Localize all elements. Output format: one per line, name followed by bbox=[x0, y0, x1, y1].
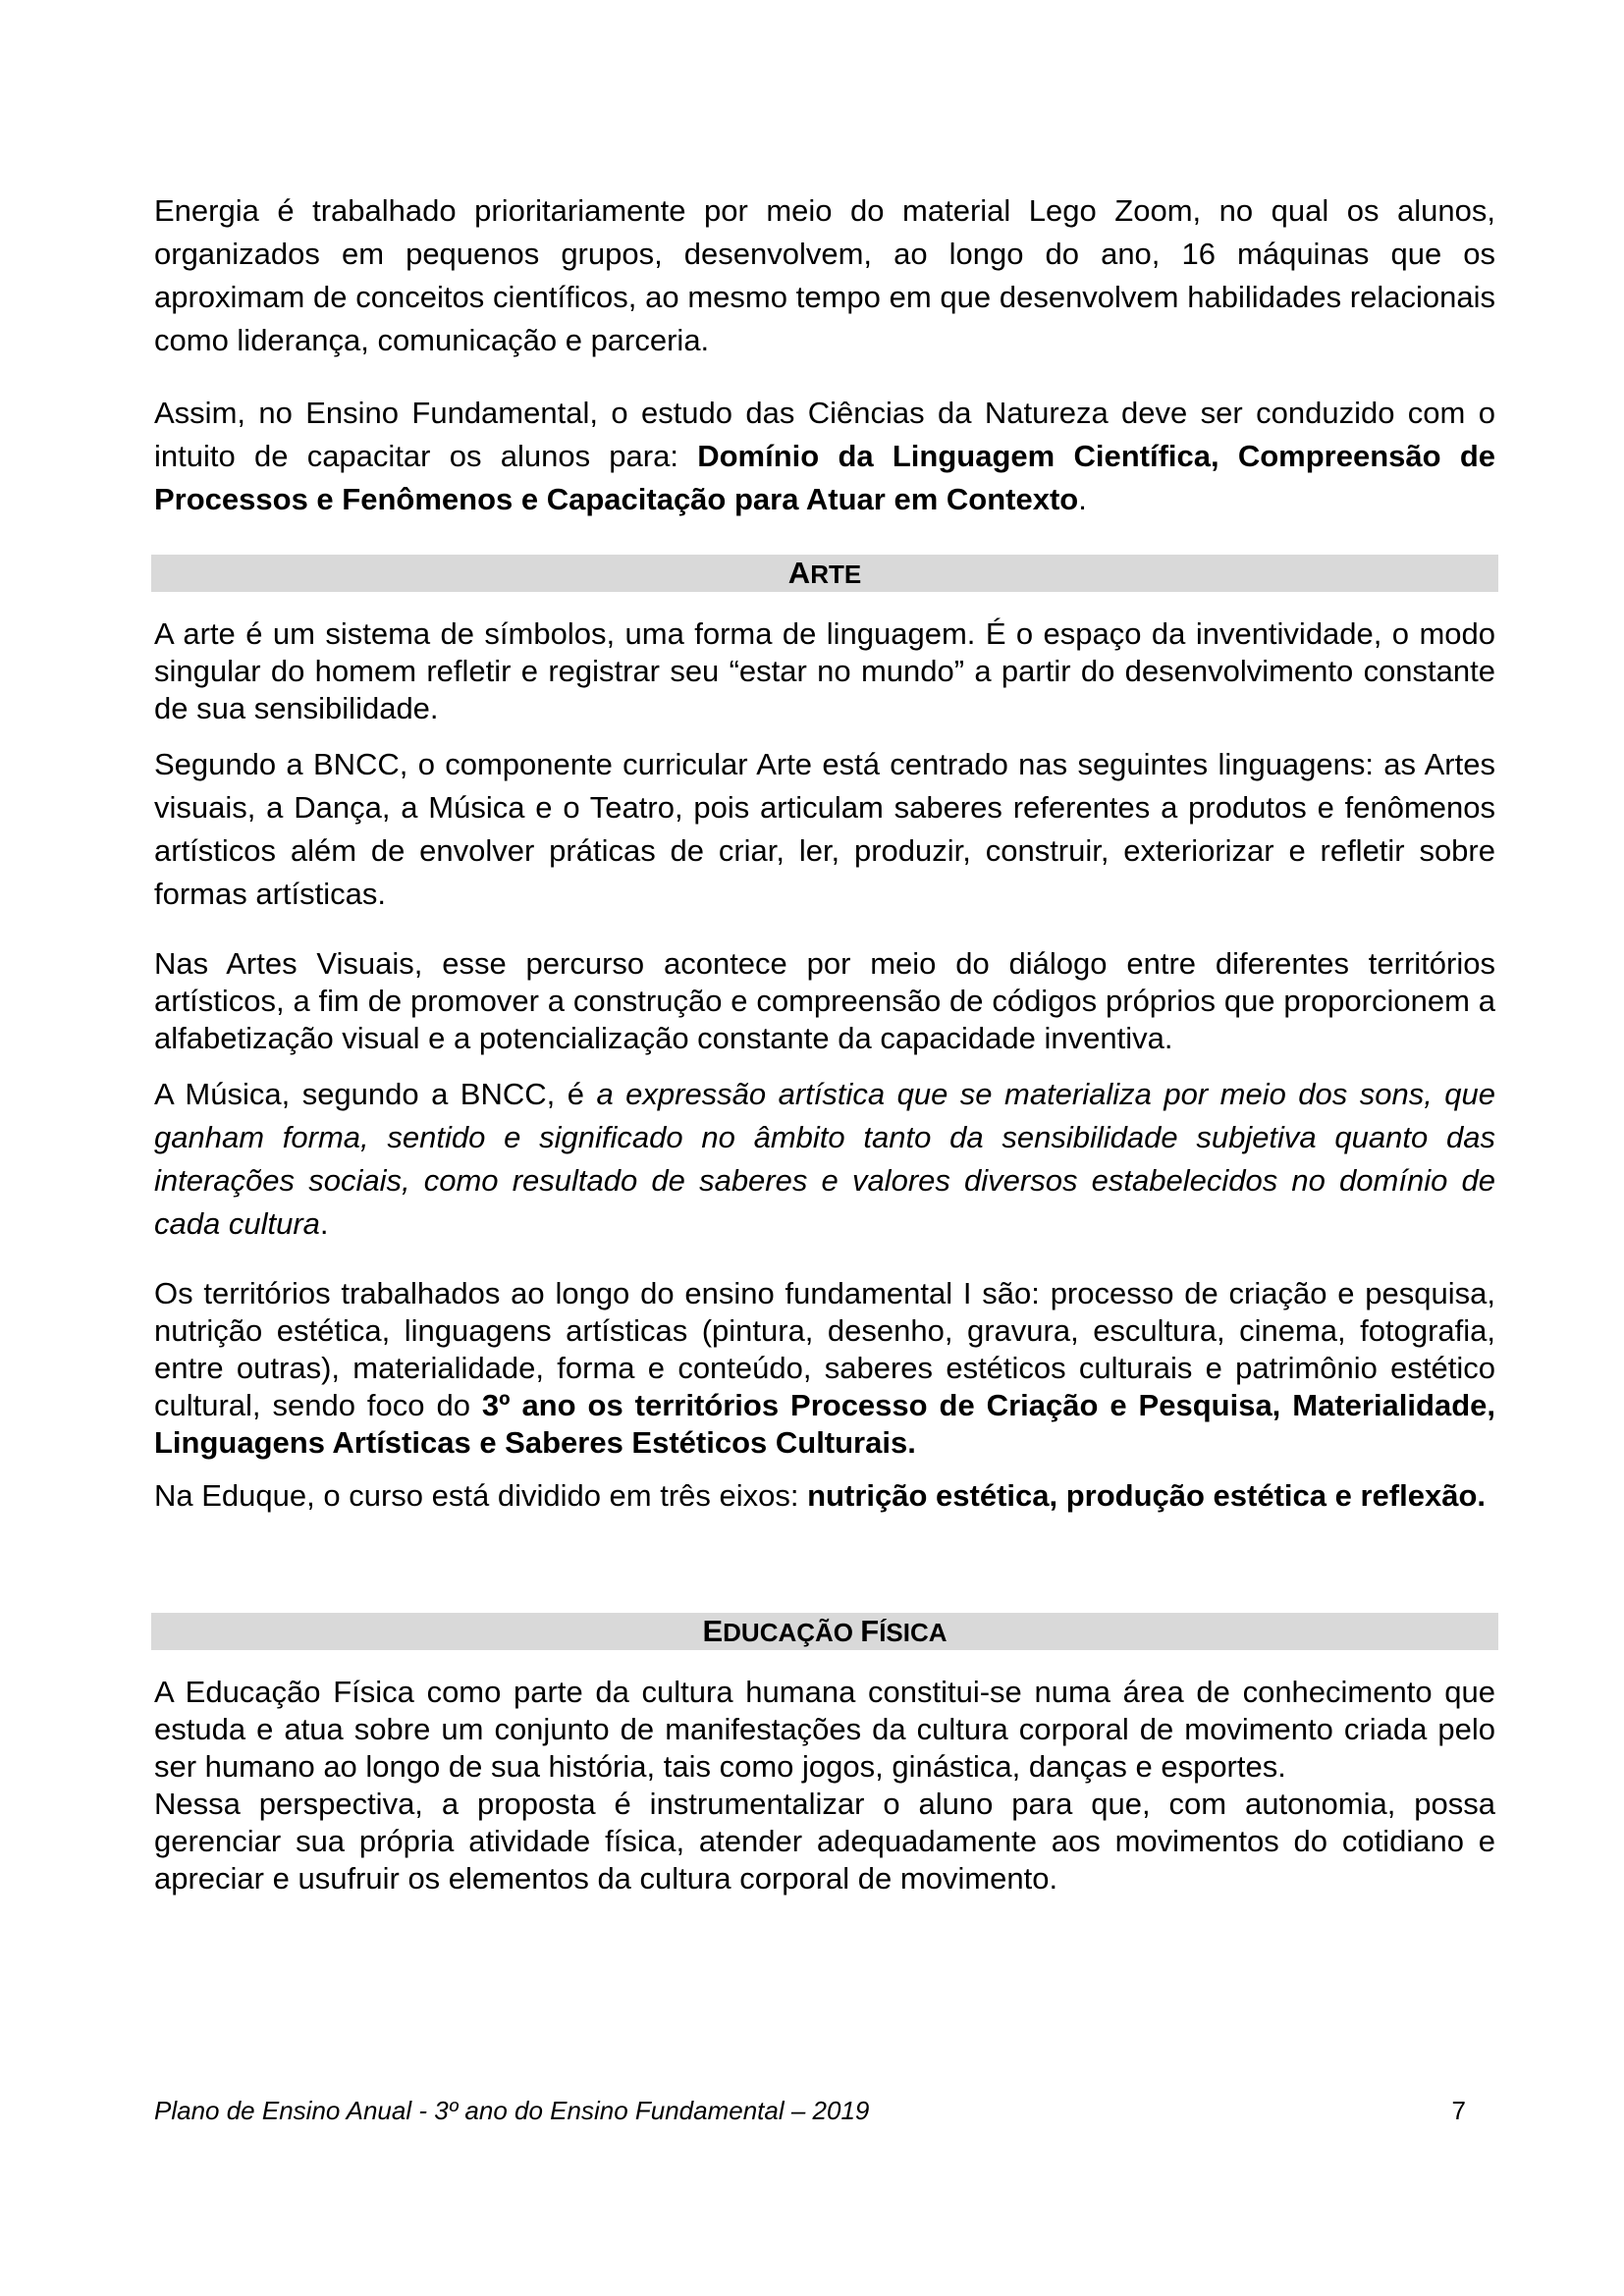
heading-ef-initial-2: F bbox=[860, 1614, 880, 1648]
intro-p2-end: . bbox=[1078, 482, 1087, 516]
intro-p2-bold: Domínio da Linguagem Científica, Compreensão de Processos e Fenômenos e Capacitação para Atuar em Contexto bbox=[154, 439, 1495, 516]
page-number: 7 bbox=[1451, 2096, 1466, 2125]
arte-p5-text: Os territórios trabalhados ao longo do ensino fundamental I são: processo de criação e pesquisa, nutrição estética, linguagens artísticas (pintura, desenho, gravura, escultura, cinema, fotografia, entre outras), materialidade, forma e conteúdo, saberes estéticos culturais e patrimônio estético cultural, sendo foco do bbox=[154, 1276, 1495, 1422]
page-footer bbox=[154, 2091, 1466, 2130]
arte-p4-end: . bbox=[319, 1206, 329, 1241]
arte-p6-bold: nutrição estética, produção estética e reflexão. bbox=[807, 1478, 1486, 1513]
heading-ef-initial-1: E bbox=[702, 1614, 724, 1648]
ef-paragraph-2: Nessa perspectiva, a proposta é instrumentalizar o aluno para que, com autonomia, possa gerenciar sua própria atividade física, atender adequadamente aos movimentos do cotidiano e apreciar e usufruir os elementos da cultura corporal de movimento. bbox=[154, 1787, 1495, 1896]
arte-p4-quote: a expressão artística que se materializa por meio dos sons, que ganham forma, sentido e significado no âmbito tanto da sensibilidade subjetiva quanto das interações sociais, como resultado de saberes e valores diversos estabelecidos no domínio de cada cultura bbox=[154, 1077, 1496, 1241]
heading-ef-rest-1: DUCAÇÃO bbox=[723, 1618, 854, 1647]
heading-arte-initial: A bbox=[787, 556, 811, 590]
arte-paragraph-4 bbox=[154, 1073, 1495, 1246]
arte-paragraph-1: A arte é um sistema de símbolos, uma forma de linguagem. É o espaço da inventividade, o modo singular do homem refletir e registrar seu “estar no mundo” a partir do desenvolvimento constante de sua sensibilidade. bbox=[154, 616, 1495, 725]
arte-paragraph-3: Nas Artes Visuais, esse percurso acontece por meio do diálogo entre diferentes territórios artísticos, a fim de promover a construção e compreensão de códigos próprios que proporcionem a alfabetização visual e a potencialização constante da capacidade inventiva. bbox=[154, 946, 1495, 1055]
arte-p6-text: Na Eduque, o curso está dividido em três eixos: bbox=[154, 1478, 808, 1513]
intro-p2-text: Assim, no Ensino Fundamental, o estudo das Ciências da Natureza deve ser conduzido com o intuito de capacitar os alunos para: bbox=[154, 396, 1495, 473]
arte-p5-bold: 3º ano os territórios Processo de Criação e Pesquisa, Materialidade, Linguagens Artísticas e Saberes Estéticos Culturais. bbox=[154, 1388, 1495, 1460]
section-heading-educacao-fisica bbox=[151, 1613, 1498, 1650]
heading-ef-rest-2: ÍSICA bbox=[879, 1618, 947, 1647]
arte-paragraph-5 bbox=[154, 1275, 1495, 1462]
footer-title: Plano de Ensino Anual - 3º ano do Ensino Fundamental – 2019 bbox=[154, 2096, 870, 2125]
ef-paragraph-1: A Educação Física como parte da cultura humana constitui-se numa área de conhecimento que estuda e atua sobre um conjunto de manifestações da cultura corporal de movimento criada pelo ser humano ao longo de sua história, tais como jogos, ginástica, danças e esportes. bbox=[154, 1675, 1495, 1784]
arte-paragraph-6 bbox=[154, 1477, 1495, 1515]
intro-paragraph-2 bbox=[154, 392, 1495, 521]
page-content bbox=[154, 189, 1495, 1897]
heading-arte-rest: RTE bbox=[810, 560, 862, 589]
arte-p4-text: A Música, segundo a BNCC, é bbox=[154, 1077, 597, 1111]
intro-paragraph-1: Energia é trabalhado prioritariamente por meio do material Lego Zoom, no qual os alunos, organizados em pequenos grupos, desenvolvem, ao longo do ano, 16 máquinas que os aproximam de conceitos científicos, ao mesmo tempo em que desenvolvem habilidades relacionais como liderança, comunicação e parceria. bbox=[154, 193, 1495, 357]
section-heading-arte bbox=[151, 555, 1498, 592]
arte-paragraph-2: Segundo a BNCC, o componente curricular Arte está centrado nas seguintes linguagens: as Artes visuais, a Dança, a Música e o Teatro, pois articulam saberes referentes a produtos e fenômenos artísticos além de envolver práticas de criar, ler, produzir, construir, exteriorizar e refletir sobre formas artísticas. bbox=[154, 747, 1495, 911]
